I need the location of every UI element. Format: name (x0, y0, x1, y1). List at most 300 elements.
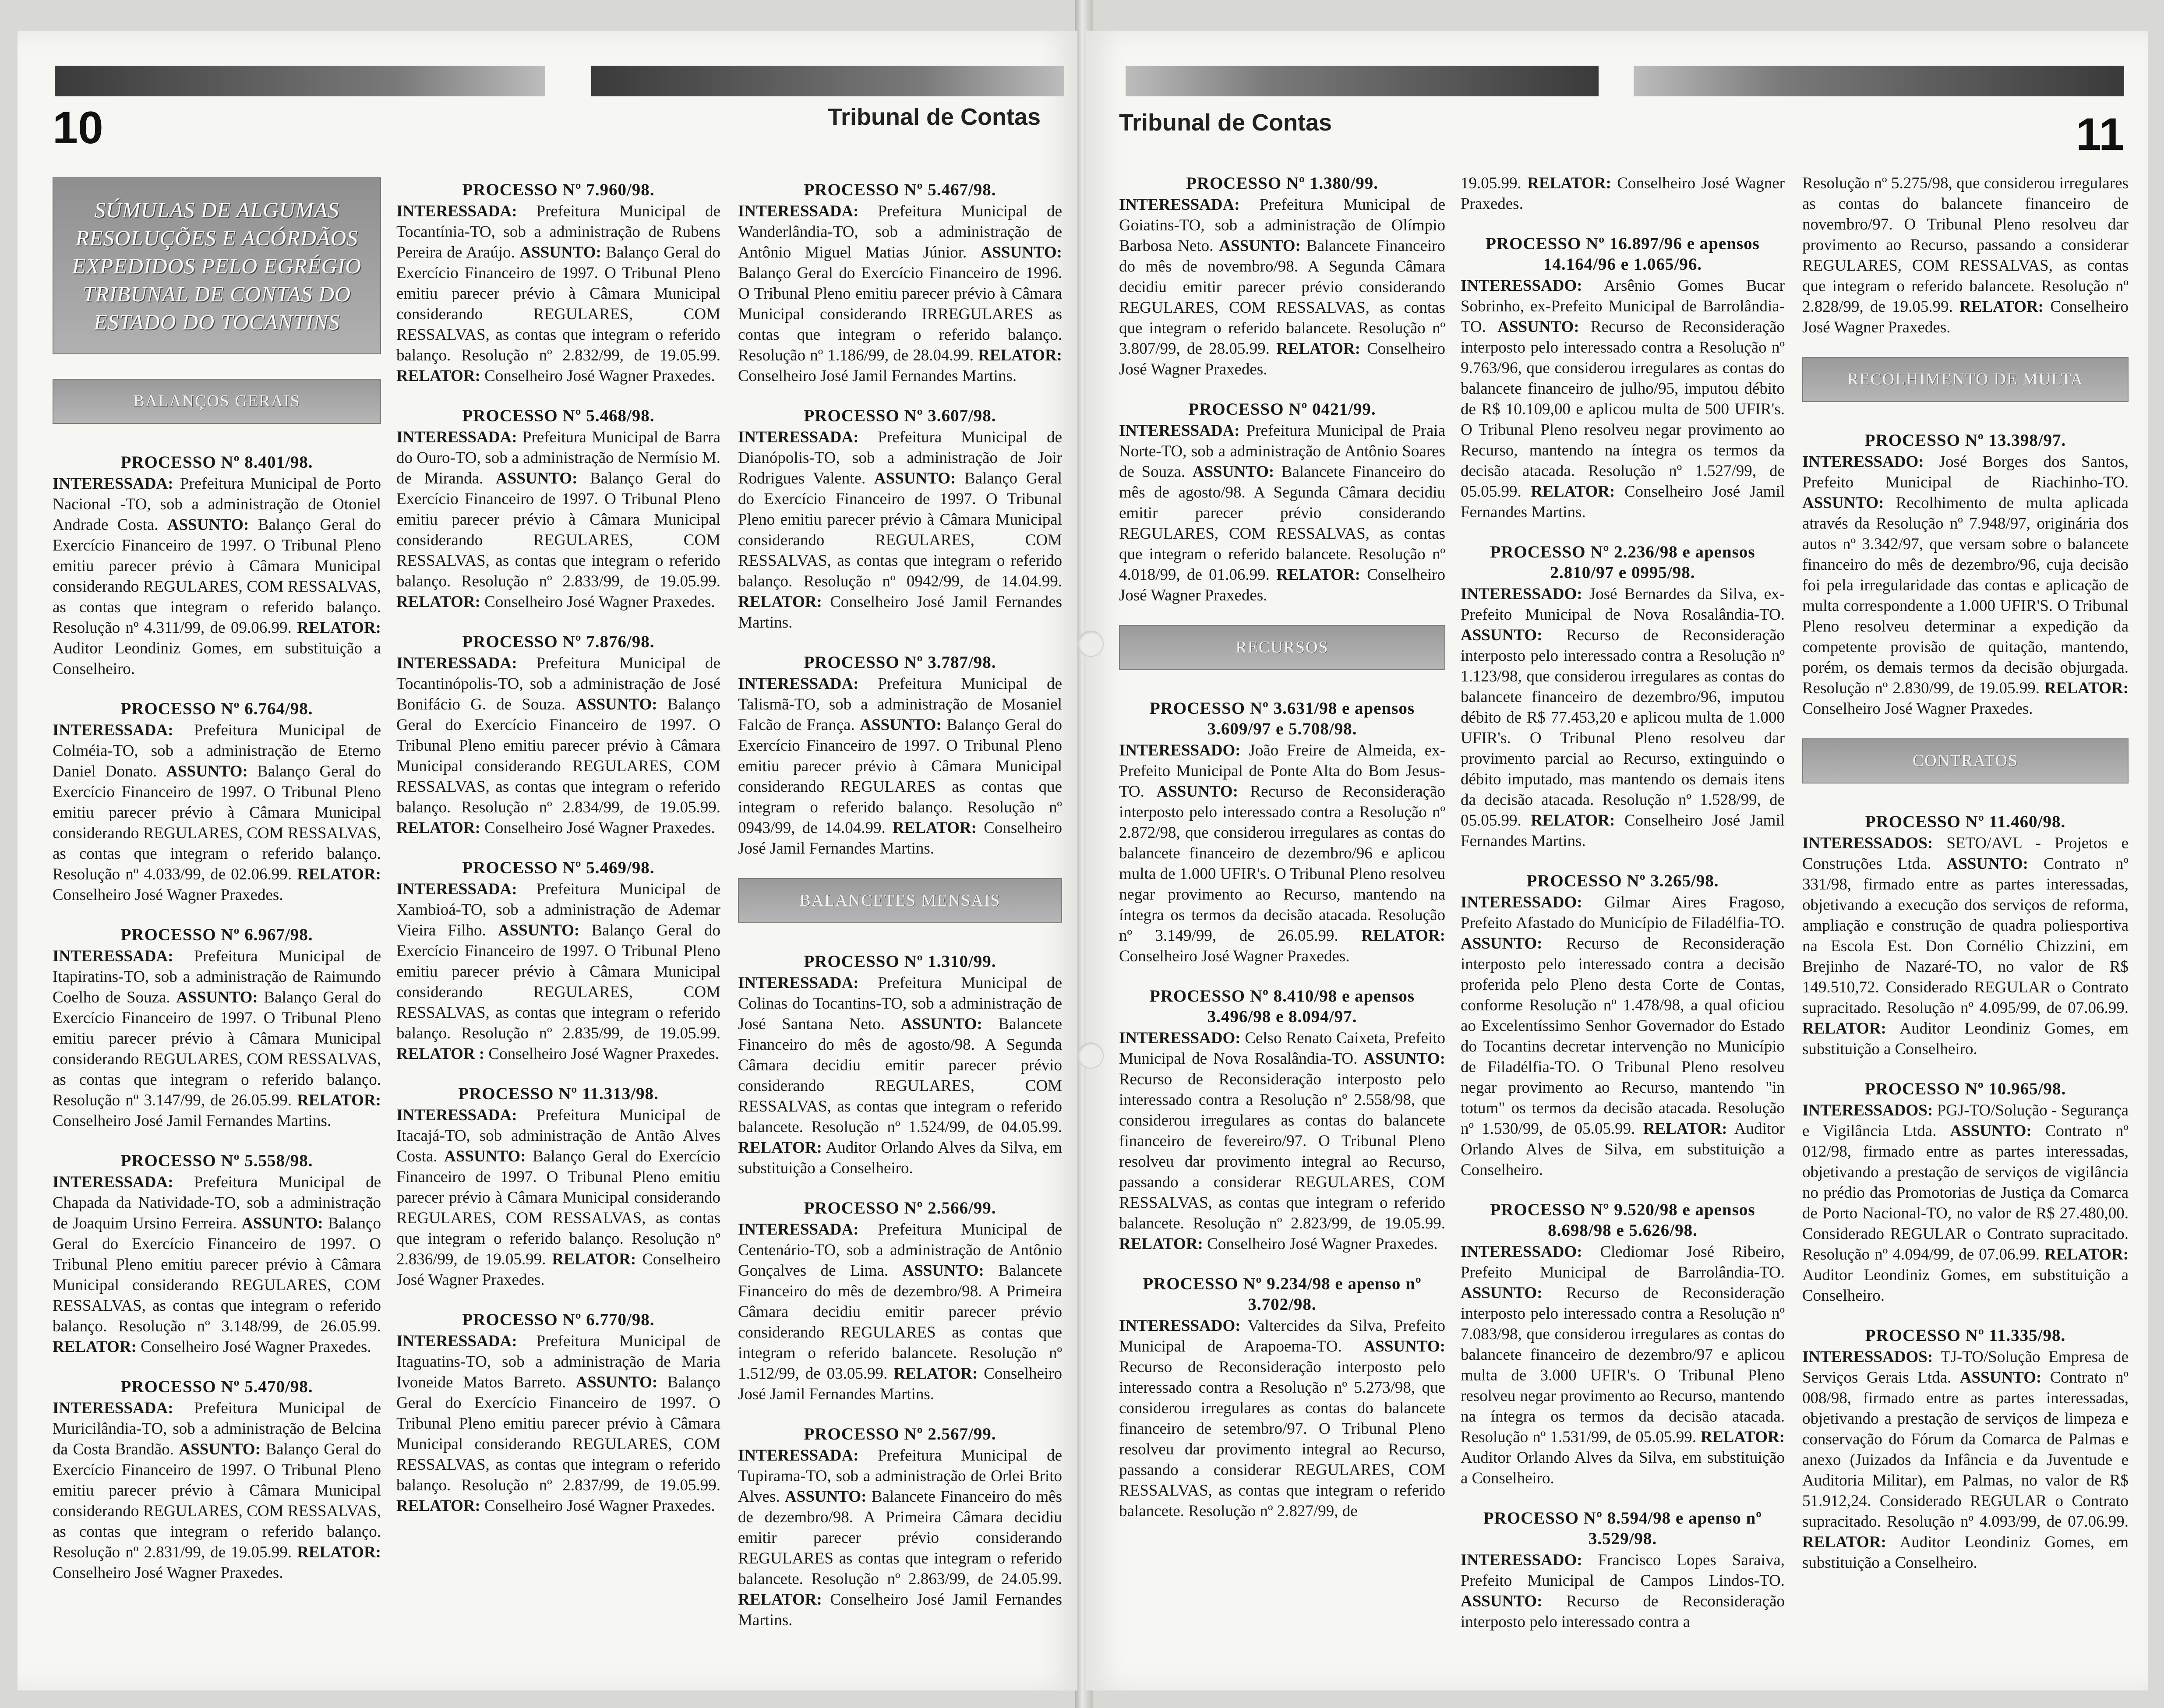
field-text: Recurso de Reconsideração interposto pelo interessado contra a Resolução nº 2.872/98, que considerou irregulares as contas do balancete financeiro de dezembro/96 e aplicou multa de 1.000 UFIR's. O Tribunal Pleno resolveu negar provimento ao Recurso, mantendo na íntegra os termos da decisão atacada. Resolução nº 3.149/99, de 26.05.99. (1119, 783, 1445, 945)
process-number: PROCESSO Nº 3.265/98. (1526, 872, 1719, 890)
field-label: ASSUNTO: (176, 988, 258, 1006)
field-label: ASSUNTO: (519, 243, 601, 261)
process-number: PROCESSO Nº 10.965/98. (1864, 1080, 2066, 1098)
process-summary (396, 1331, 720, 1516)
field-text: Balanço Geral do Exercício Financeiro de 1997. O Tribunal Pleno emitiu parecer prévio à Câmara Municipal considerando REGULARES as contas que integram o referido balanço. Resolução nº 0943/99, de 14.04.99. (738, 716, 1062, 837)
running-head: Tribunal de Contas (828, 104, 1041, 130)
process-number: PROCESSO Nº 11.460/98. (1865, 812, 2066, 831)
field-text: Conselheiro José Jamil Fernandes Martins. (738, 593, 1062, 632)
field-text: Prefeitura Municipal de Tocantínia-TO, sob a administração de Rubens Pereira de Araújo. (396, 202, 720, 261)
field-label: RELATOR: (1802, 1533, 1886, 1551)
header-bar-right (591, 66, 1064, 96)
field-label: INTERESSADA: (53, 721, 173, 739)
field-text: Balanço Geral do Exercício Financeiro de 1997. O Tribunal Pleno emitiu parecer prévio à Câmara Municipal considerando REGULARES, COM RESSALVAS, as contas que integram o referido balanço. Resolução nº 4.311/99, de 09.06.99. (53, 516, 381, 637)
process-summary (53, 1172, 381, 1357)
field-label: INTERESSADA: (396, 880, 517, 898)
field-text: Recurso de Reconsideração interposto pelo interessado contra a Resolução nº 1.123/98, que considerou irregulares as contas do balancete financeiro de dezembro/96, imputou débito de R$ 77.453,20 e aplicou multa de 1.000 UFIR's. O Tribunal Pleno resolveu dar provimento parcial ao Recurso, extinguindo o débito imputado, mas mantendo os demais itens da decisão atacada. Resolução nº 1.528/99, de 05.05.99. (1461, 626, 1785, 829)
field-text: Balancete Financeiro do mês de novembro/98. A Segunda Câmara decidiu emitir parecer prévio considerando REGULARES, COM RESSALVAS, as contas que integram o referido balancete. Resolução nº 3.807/99, de 28.05.99. (1119, 237, 1445, 358)
process-entry (396, 1083, 720, 1290)
entry-list (1802, 430, 2129, 719)
process-entry (1461, 233, 1785, 522)
field-text: Prefeitura Municipal de Dianópolis-TO, sob a administração de Joir Rodrigues Valente. (738, 428, 1062, 487)
field-text: Prefeitura Municipal de Talismã-TO, sob a administração de Mosaniel Falcão de França. (738, 675, 1062, 734)
field-text: Balanço Geral do Exercício Financeiro de 1997. O Tribunal Pleno emitiu parecer prévio à Câmara Municipal considerando REGULARES, COM RESSALVAS, as contas que integram o referido balanço. Resolução nº 4.033/99, de 02.06.99. (53, 762, 381, 883)
process-summary (1119, 420, 1445, 606)
field-text: Recurso de Reconsideração interposto pelo interessado contra a Resolução nº 9.763/96, que considerou irregulares as contas do balancete financeiro de julho/95, imputou débito de R$ 10.109,00 e aplicou multa de 500 UFIR's. O Tribunal Pleno resolveu negar provimento ao Recurso, mantendo na íntegra os termos da decisão atacada. Resolução nº 1.527/99, de 05.05.99. (1461, 318, 1785, 501)
field-text: Conselheiro José Wagner Praxedes. (480, 593, 715, 611)
process-number: PROCESSO Nº 0421/99. (1188, 400, 1376, 419)
field-text: Prefeitura Municipal de Itaguatins-TO, sob a administração de Maria Ivoneide Matos Barreto. (396, 1332, 720, 1391)
process-entry (1119, 399, 1445, 606)
field-label: ASSUNTO: (1461, 1284, 1543, 1302)
field-label: INTERESSADA: (738, 974, 859, 992)
field-text: Balanço Geral do Exercício Financeiro de 1997. O Tribunal Pleno emitiu parecer prévio à Câmara Municipal considerando REGULARES, COM RESSALVAS, as contas que integram o referido balanço. Resolução nº 0942/99, de 14.04.99. (738, 469, 1062, 590)
entry-list (1461, 173, 1785, 1632)
process-entry (1802, 812, 2129, 1059)
field-label: INTERESSADO: (1461, 585, 1582, 603)
entry-list (1119, 173, 1445, 606)
section-heading-contratos: CONTRATOS (1802, 738, 2129, 783)
field-text: Prefeitura Municipal de Muricilândia-TO, sob a administração de Belcina da Costa Brandão. (53, 1399, 381, 1458)
field-label: INTERESSADA: (738, 1221, 859, 1239)
process-entry (1802, 1079, 2129, 1306)
field-label: RELATOR: (1276, 566, 1360, 584)
right-page (1086, 31, 2148, 1690)
field-label: RELATOR: (396, 819, 480, 837)
field-label: INTERESSADA: (396, 654, 517, 672)
process-entry (738, 1424, 1062, 1630)
field-label: INTERESSADO: (1461, 893, 1582, 911)
field-label: RELATOR: (1701, 1428, 1785, 1446)
field-label: INTERESSADA: (53, 475, 173, 493)
field-label: ASSUNTO: (1497, 318, 1579, 336)
process-entry (1119, 986, 1445, 1254)
process-entry (53, 1150, 381, 1357)
process-number: PROCESSO Nº 6.967/98. (120, 925, 313, 944)
field-text: Conselheiro José Wagner Praxedes. (1802, 700, 2033, 718)
field-label: INTERESSADO: (1119, 741, 1241, 759)
field-text: José Bernardes da Silva, ex-Prefeito Municipal de Nova Rosalândia-TO. (1461, 585, 1785, 624)
field-text: Auditor Orlando Alves de Silva, em substituição a Conselheiro. (1461, 1120, 1785, 1179)
field-label: INTERESSADO: (1461, 1243, 1582, 1261)
field-label: ASSUNTO: (1950, 1122, 2032, 1140)
field-text: Balancete Financeiro do mês de dezembro/98. A Primeira Câmara decidiu emitir parecer prévio considerando REGULARES as contas que integram o referido balancete. Resolução nº 1.512/99, de 03.05.99. (738, 1262, 1062, 1383)
punch-hole (1077, 631, 1104, 657)
field-text: Recurso de Reconsideração interposto pelo interessado contra a Resolução nº 5.273/98, que considerou irregulares as contas do balancete financeiro de setembro/97. O Tribunal Pleno resolveu dar provimento integral ao Recurso, passando a considerar REGULARES, COM RESSALVAS, as contas que integram o referido balancete. Resolução nº 2.827/99, de (1119, 1358, 1445, 1520)
field-label: INTERESSADO: (1461, 277, 1582, 295)
field-label: INTERESSADA: (396, 1332, 517, 1350)
field-text: Conselheiro José Wagner Praxedes. (1802, 298, 2129, 336)
field-text: TJ-TO/Solução Empresa de Serviços Gerais Ltda. (1802, 1348, 2129, 1387)
process-entry (1461, 542, 1785, 851)
field-text: Balanço Geral do Exercício Financeiro de 1997. O Tribunal Pleno emitiu parecer prévio à Câmara Municipal considerando REGULARES, COM RESSALVAS, as contas que integram o referido balanço. Resolução nº 3.147/99, de 26.05.99. (53, 988, 381, 1109)
field-label: INTERESSADA: (738, 675, 859, 693)
field-text: Conselheiro José Jamil Fernandes Martins. (738, 367, 1017, 385)
field-label: RELATOR: (297, 1543, 381, 1561)
field-label: ASSUNTO: (900, 1015, 982, 1033)
field-text: Prefeitura Municipal de Itacajá-TO, sob administração de Antão Alves Costa. (396, 1106, 720, 1165)
process-number: PROCESSO Nº 9.520/98 e apensos 8.698/98 e 5.626/98. (1490, 1200, 1755, 1240)
field-label: RELATOR: (2044, 679, 2129, 697)
process-entry (53, 452, 381, 679)
process-number: PROCESSO Nº 3.787/98. (804, 653, 996, 672)
field-label: INTERESSADA: (738, 202, 859, 220)
field-label: RELATOR: (1119, 1235, 1203, 1253)
field-label: ASSUNTO: (444, 1147, 526, 1165)
field-text: Contrato nº 012/98, firmado entre as partes interessadas, objetivando a prestação de serviços de vigilância no prédio das Promotorias de Justiça da Comarca de Porto Nacional-TO, no valor de R$ 27.480,00. Considerado REGULAR o Contrato supracitado. Resolução nº 4.094/99, de 07.06.99. (1802, 1122, 2129, 1263)
process-entry (1461, 1508, 1785, 1632)
running-head: Tribunal de Contas (1119, 109, 1332, 136)
field-label: RELATOR: (297, 1091, 381, 1109)
field-text: Balanço Geral do Exercício Financeiro de 1997. O Tribunal Pleno emitiu parecer prévio à Câmara Municipal considerando REGULARES, COM RESSALVAS, as contas que integram o referido balanço. Resolução nº 2.837/99, de 19.05.99. (396, 1373, 720, 1494)
entry-list (738, 951, 1062, 1630)
process-number: PROCESSO Nº 11.335/98. (1865, 1326, 2066, 1345)
field-label: RELATOR: (1276, 340, 1360, 358)
field-text: Conselheiro José Wagner Praxedes. (1461, 174, 1785, 213)
process-number: PROCESSO Nº 5.467/98. (804, 180, 996, 199)
field-text: Balancete Financeiro do mês de agosto/98. A Segunda Câmara decidiu emitir parecer prévio considerando REGULARES, COM RESSALVAS, as contas que integram o referido balancete. Resolução nº 1.524/99, de 04.05.99. (738, 1015, 1062, 1136)
process-summary (1802, 1347, 2129, 1573)
entry-list (53, 452, 381, 1583)
field-label: ASSUNTO: (1219, 237, 1301, 255)
process-summary (1802, 173, 2129, 338)
process-summary (1802, 1100, 2129, 1306)
right-column-2 (1461, 173, 1785, 1652)
field-label: RELATOR: (1527, 174, 1611, 192)
field-label: RELATOR: (1361, 927, 1445, 945)
process-summary (396, 879, 720, 1064)
process-entry (1461, 1200, 1785, 1489)
field-text: Recolhimento de multa aplicada através da Resolução nº 7.948/97, originária dos autos nº 3.342/97, que versam sobre o balancete financeiro do mês de dezembro/96, cuja decisão foi pela irregularidade das contas e aplicação de multa correspondente a 1.000 UFIR'S. O Tribunal Pleno resolveu determinar a expedição da competente provisão de quitação, mantendo, porém, os demais termos da decisão objurgada. Resolução nº 2.830/99, de 19.05.99. (1802, 494, 2129, 697)
field-label: RELATOR: (53, 1338, 137, 1356)
process-entry (1461, 871, 1785, 1180)
process-number: PROCESSO Nº 1.310/99. (804, 952, 996, 971)
field-text: Conselheiro José Wagner Praxedes. (1119, 340, 1445, 378)
process-summary (1461, 1242, 1785, 1489)
field-text: Prefeitura Municipal de Goiatins-TO, sob a administração de Olímpio Barbosa Neto. (1119, 196, 1445, 255)
process-entry (1802, 173, 2129, 338)
process-entry (396, 632, 720, 838)
process-entry (396, 406, 720, 612)
field-label: RELATOR: (1531, 483, 1615, 501)
page-number: 10 (53, 102, 103, 153)
process-summary (1461, 1550, 1785, 1632)
process-number: PROCESSO Nº 3.631/98 e apensos 3.609/97 e 5.708/98. (1149, 699, 1415, 738)
field-text: Recurso de Reconsideração interposto pelo interessado contra a (1461, 1592, 1785, 1631)
process-summary (738, 1445, 1062, 1630)
field-text: Balanço Geral do Exercício Financeiro de 1997. O Tribunal Pleno emitiu parecer prévio à Câmara Municipal considerando REGULARES, COM RESSALVAS, as contas que integram o referido balanço. Resolução nº 2.833/99, de 19.05.99. (396, 469, 720, 590)
field-text: Prefeitura Municipal de Tocantinópolis-TO, sob a administração de José Bonifácio G. de Souza. (396, 654, 720, 713)
entry-list (1802, 812, 2129, 1573)
process-number: PROCESSO Nº 6.764/98. (120, 699, 313, 718)
field-text: Conselheiro José Jamil Fernandes Martins. (738, 819, 1062, 858)
process-summary (1461, 584, 1785, 851)
process-number: PROCESSO Nº 5.469/98. (462, 858, 655, 877)
process-summary (396, 653, 720, 838)
process-entry (738, 1198, 1062, 1405)
field-label: ASSUNTO: (1959, 1369, 2042, 1387)
field-text: Balancete Financeiro do mês de agosto/98. A Segunda Câmara decidiu emitir parecer prévio considerando REGULARES, COM RESSALVAS, as contas que integram o referido balancete. Resolução nº 4.018/99, de 01.06.99. (1119, 463, 1445, 584)
process-number: PROCESSO Nº 1.380/99. (1186, 174, 1379, 193)
process-summary (1119, 1028, 1445, 1254)
field-text: Auditor Leondiniz Gomes, em substituição a Conselheiro. (1802, 1266, 2129, 1305)
field-label: INTERESSADA: (738, 428, 859, 446)
field-label: ASSUNTO: (498, 921, 580, 939)
field-label: RELATOR: (893, 1365, 978, 1383)
right-column-3 (1802, 173, 2129, 1592)
field-label: ASSUNTO: (1802, 494, 1884, 512)
field-text: José Borges dos Santos, Prefeito Municipal de Riachinho-TO. (1802, 453, 2129, 491)
process-entry (1119, 1274, 1445, 1521)
left-column-1 (53, 177, 381, 1602)
field-label: RELATOR: (2044, 1246, 2129, 1263)
field-label: INTERESSADA: (1119, 422, 1240, 440)
process-number: PROCESSO Nº 7.876/98. (462, 632, 655, 651)
section-heading-recolhimento: RECOLHIMENTO DE MULTA (1802, 357, 2129, 402)
process-number: PROCESSO Nº 16.897/96 e apensos 14.164/96 e 1.065/96. (1486, 234, 1760, 274)
field-label: INTERESSADO: (1461, 1551, 1582, 1569)
field-label: ASSUNTO: (241, 1214, 323, 1232)
process-number: PROCESSO Nº 6.770/98. (462, 1310, 655, 1329)
process-number: PROCESSO Nº 2.567/99. (804, 1425, 996, 1443)
process-number: PROCESSO Nº 8.594/98 e apenso nº 3.529/98. (1483, 1509, 1762, 1548)
header-bar-right (1634, 66, 2124, 96)
field-text: Gilmar Aires Fragoso, Prefeito Afastado do Município de Filadélfia-TO. (1461, 893, 1785, 932)
field-text: Recurso de Reconsideração interposto pelo interessado contra a Resolução nº 2.558/98, que considerou irregulares as contas do balancete financeiro de fevereiro/97. O Tribunal Pleno resolveu dar provimento integral ao Recurso, passando a considerar REGULARES, COM RESSALVAS, as contas que integram o referido balancete. Resolução nº 2.823/99, de 19.05.99. (1119, 1070, 1445, 1232)
field-label: ASSUNTO: (1461, 1592, 1543, 1610)
process-entry (1119, 173, 1445, 380)
field-label: INTERESSADO: (1119, 1029, 1241, 1047)
field-text: Conselheiro José Wagner Praxedes. (53, 886, 283, 904)
field-text: Conselheiro José Wagner Praxedes. (136, 1338, 371, 1356)
process-summary (1119, 1316, 1445, 1521)
entry-list (1802, 173, 2129, 338)
field-text: Conselheiro José Wagner Praxedes. (480, 367, 715, 385)
field-text: Prefeitura Municipal de Colméia-TO, sob a administração de Eterno Daniel Donato. (53, 721, 381, 780)
field-text: Celso Renato Caixeta, Prefeito Municipal de Nova Rosalândia-TO. (1119, 1029, 1445, 1068)
field-label: ASSUNTO: (179, 1440, 261, 1458)
process-entry (738, 951, 1062, 1179)
process-number: PROCESSO Nº 8.410/98 e apensos 3.496/98 e 8.094/97. (1149, 987, 1415, 1026)
section-heading-balancetes: BALANCETES MENSAIS (738, 878, 1062, 923)
field-text: Auditor Leondiniz Gomes, em substituição a Conselheiro. (53, 639, 381, 678)
process-entry (1119, 698, 1445, 967)
field-text: Conselheiro José Wagner Praxedes. (484, 1045, 719, 1063)
page-number: 11 (2076, 109, 2124, 160)
field-label: INTERESSADA: (738, 1447, 859, 1465)
field-label: ASSUNTO: (1156, 783, 1238, 801)
process-entry (738, 652, 1062, 859)
process-entry (1802, 430, 2129, 719)
field-label: INTERESSADA: (396, 202, 517, 220)
field-label: INTERESSADA: (53, 1173, 173, 1191)
field-label: INTERESSADOS: (1802, 1101, 1933, 1119)
field-label: RELATOR: (552, 1250, 636, 1268)
field-text: Balanço Geral do Exercício Financeiro de 1997. O Tribunal Pleno emitiu parecer prévio à Câmara Municipal considerando REGULARES, COM RESSALVAS, as contas que integram o referido balanço. Resolução nº 2.831/99, de 19.05.99. (53, 1440, 381, 1561)
section-heading-balancos: BALANÇOS GERAIS (53, 379, 381, 424)
field-text: Balanço Geral do Exercício Financeiro de 1996. O Tribunal Pleno emitiu parecer prévio à Câmara Municipal considerando IRREGULARES as contas que integram o referido balanço. Resolução nº 1.186/99, de 28.04.99. (738, 264, 1062, 364)
title-box: SÚMULAS DE ALGUMAS RESOLUÇÕES E ACÓRDÃOS EXPEDIDOS PELO EGRÉGIO TRIBUNAL DE CONTAS DO ESTADO DO TOCANTINS (53, 177, 381, 354)
process-number: PROCESSO Nº 2.236/98 e apensos 2.810/97 e 0995/98. (1490, 543, 1755, 582)
right-column-1 (1119, 173, 1445, 1541)
process-number: PROCESSO Nº 13.398/97. (1864, 431, 2066, 450)
process-summary (1461, 173, 1785, 214)
punch-hole (1077, 1042, 1104, 1069)
process-number: PROCESSO Nº 7.960/98. (462, 180, 655, 199)
field-text: Balanço Geral do Exercício Financeiro de 1997. O Tribunal Pleno emitiu parecer prévio à Câmara Municipal considerando REGULARES, COM RESSALVAS, as contas que integram o referido balanço. Resolução nº 3.148/99, de 26.05.99. (53, 1214, 381, 1335)
field-text: Prefeitura Municipal de Centenário-TO, sob a administração de Antônio Gonçalves de Lima. (738, 1221, 1062, 1280)
process-summary (738, 973, 1062, 1179)
field-text: Conselheiro José Wagner Praxedes. (1203, 1235, 1438, 1253)
process-summary (738, 427, 1062, 633)
entry-list (396, 180, 720, 1516)
field-label: INTERESSADO: (1802, 453, 1924, 471)
process-number: PROCESSO Nº 9.234/98 e apenso nº 3.702/98. (1143, 1274, 1422, 1314)
field-text: Auditor Leondiniz Gomes, em substituição a Conselheiro. (1802, 1020, 2129, 1058)
process-number: PROCESSO Nº 3.607/98. (804, 406, 996, 425)
process-summary (53, 473, 381, 679)
field-label: INTERESSADA: (396, 428, 517, 446)
field-label: ASSUNTO: (1363, 1337, 1445, 1355)
field-text: Prefeitura Municipal de Chapada da Natividade-TO, sob a administração de Joaquim Ursino Ferreira. (53, 1173, 381, 1232)
field-text: Prefeitura Municipal de Porto Nacional -TO, sob a administração de Otoniel Andrade Costa. (53, 475, 381, 534)
entry-list (738, 180, 1062, 859)
field-text: Prefeitura Municipal de Barra do Ouro-TO, sob a administração de Nermísio M. de Miranda. (396, 428, 720, 487)
process-summary (396, 427, 720, 612)
field-text: Arsênio Gomes Bucar Sobrinho, ex-Prefeito Municipal de Barrolândia-TO. (1461, 277, 1785, 336)
process-summary (53, 946, 381, 1131)
field-text: Conselheiro José Jamil Fernandes Martins. (1461, 812, 1785, 850)
field-text: SETO/AVL - Projetos e Construções Ltda. (1802, 834, 2129, 873)
process-summary (1802, 452, 2129, 719)
process-summary (1119, 194, 1445, 380)
process-entry (53, 1376, 381, 1583)
field-text: Prefeitura Municipal de Itapiratins-TO, sob a administração de Raimundo Coelho de Souza. (53, 947, 381, 1006)
field-text: Prefeitura Municipal de Xambioá-TO, sob a administração de Ademar Vieira Filho. (396, 880, 720, 939)
field-text: Balanço Geral do Exercício Financeiro de 1997. O Tribunal Pleno emitiu parecer prévio à Câmara Municipal considerando REGULARES, COM RESSALVAS, as contas que integram o referido balanço. Resolução nº 2.832/99, de 19.05.99. (396, 243, 720, 364)
field-label: INTERESSADA: (1119, 196, 1240, 214)
header-bar-left (55, 66, 545, 96)
field-label: INTERESSADA: (396, 1106, 517, 1124)
process-summary (1461, 275, 1785, 522)
field-label: ASSUNTO: (575, 1373, 658, 1391)
field-label: ASSUNTO: (902, 1262, 984, 1280)
field-text: Conselheiro José Wagner Praxedes. (1119, 566, 1445, 604)
field-text: Conselheiro José Wagner Praxedes. (396, 1250, 720, 1289)
field-label: ASSUNTO: (167, 516, 249, 534)
field-text: PGJ-TO/Solução - Segurança e Vigilância Ltda. (1802, 1101, 2129, 1140)
field-text: 19.05.99. (1461, 174, 1528, 192)
process-number: PROCESSO Nº 11.313/98. (458, 1084, 659, 1103)
field-label: RELATOR: (297, 865, 381, 883)
field-label: ASSUNTO: (980, 243, 1062, 261)
process-entry (396, 180, 720, 386)
process-entry (738, 180, 1062, 386)
field-label: RELATOR: (1959, 298, 2044, 316)
field-label: ASSUNTO: (1946, 855, 2028, 873)
field-label: RELATOR: (297, 619, 381, 637)
field-text: Auditor Leondiniz Gomes, em substituição a Conselheiro. (1802, 1533, 2129, 1572)
field-text: Conselheiro José Jamil Fernandes Martins. (1461, 483, 1785, 521)
process-summary (396, 201, 720, 386)
field-label: ASSUNTO: (1461, 626, 1543, 644)
field-label: RELATOR: (738, 1139, 822, 1157)
field-text: Prefeitura Municipal de Praia Norte-TO, sob a administração de Antônio Soares de Souza. (1119, 422, 1445, 481)
field-text: Conselheiro José Jamil Fernandes Martins. (738, 1365, 1062, 1403)
field-text: Contrato nº 008/98, firmado entre as partes interessadas, objetivando a prestação de serviços de limpeza e conservação do Fórum da Comarca de Palmas e anexo (Juizados da Infância e da Juventude e Auditoria Militar), em Palmas, no valor de R$ 51.912,24. Considerado REGULAR o Contrato supracitado. Resolução nº 4.093/99, de 07.06.99. (1802, 1369, 2129, 1531)
process-summary (53, 720, 381, 905)
field-label: INTERESSADA: (53, 947, 173, 965)
process-number: PROCESSO Nº 8.401/98. (120, 453, 313, 472)
process-summary (1119, 740, 1445, 967)
process-number: PROCESSO Nº 5.470/98. (120, 1377, 313, 1396)
field-text: Conselheiro José Jamil Fernandes Martins. (53, 1112, 332, 1130)
header-bar-left (1126, 66, 1599, 96)
field-label: ASSUNTO: (1363, 1050, 1445, 1068)
field-label: INTERESSADA: (53, 1399, 173, 1417)
process-entry (738, 406, 1062, 633)
field-text: Balanço Geral do Exercício Financeiro de 1997. O Tribunal Pleno emitiu parecer prévio à Câmara Municipal considerando REGULARES, COM RESSALVAS, as contas que integram o referido balanço. Resolução nº 2.835/99, de 19.05.99. (396, 921, 720, 1042)
process-summary (396, 1105, 720, 1290)
process-entry (1802, 1325, 2129, 1573)
field-label: ASSUNTO: (495, 469, 578, 487)
field-label: INTERESSADOS: (1802, 834, 1933, 852)
field-label: ASSUNTO: (1461, 935, 1543, 953)
field-label: INTERESSADO: (1119, 1317, 1241, 1335)
field-text: Contrato nº 331/98, firmado entre as partes interessadas, objetivando a execução dos serviços de reforma, ampliação e construção de quadra poliesportiva na Escola Est. Don Cornélio Chizzini, em Brejinho de Nazaré-TO, no valor de R$ 149.510,72. Considerado REGULAR o Contrato supracitado. Resolução nº 4.095/99, de 07.06.99. (1802, 855, 2129, 1017)
field-label: RELATOR: (1531, 812, 1615, 829)
field-text: Conselheiro José Jamil Fernandes Martins. (738, 1591, 1062, 1629)
field-text: Prefeitura Municipal de Wanderlândia-TO, sob a administração de Antônio Miguel Matias Júnior. (738, 202, 1062, 261)
process-entry (396, 1309, 720, 1516)
process-entry (53, 699, 381, 905)
process-summary (738, 201, 1062, 386)
field-label: ASSUNTO: (575, 695, 657, 713)
field-text: Conselheiro José Wagner Praxedes. (480, 1497, 715, 1515)
field-text: Clediomar José Ribeiro, Prefeito Municipal de Barrolândia-TO. (1461, 1243, 1785, 1281)
process-number: PROCESSO Nº 5.558/98. (120, 1151, 313, 1170)
process-summary (738, 1219, 1062, 1405)
process-summary (1461, 892, 1785, 1180)
process-entry (53, 925, 381, 1131)
process-number: PROCESSO Nº 5.468/98. (462, 406, 655, 425)
field-label: RELATOR: (978, 346, 1062, 364)
field-text: Conselheiro José Wagner Praxedes. (53, 1564, 283, 1582)
process-entry (396, 858, 720, 1064)
field-text: Francisco Lopes Saraiva, Prefeito Municipal de Campos Lindos-TO. (1461, 1551, 1785, 1590)
field-text: Balanço Geral do Exercício Financeiro de 1997. O Tribunal Pleno emitiu parecer prévio à Câmara Municipal considerando REGULARES, COM RESSALVAS, as contas que integram o referido balanço. Resolução nº 2.836/99, de 19.05.99. (396, 1147, 720, 1268)
process-number: PROCESSO Nº 2.566/99. (804, 1199, 996, 1217)
field-text: Auditor Orlando Alves da Silva, em substituição a Conselheiro. (1461, 1449, 1785, 1487)
field-text: Balanço Geral do Exercício Financeiro de 1997. O Tribunal Pleno emitiu parecer prévio à Câmara Municipal considerando REGULARES, COM RESSALVAS, as contas que integram o referido balanço. Resolução nº 2.834/99, de 19.05.99. (396, 695, 720, 816)
field-label: RELATOR: (1643, 1120, 1727, 1138)
field-text: Conselheiro José Wagner Praxedes. (480, 819, 715, 837)
left-column-3 (738, 180, 1062, 1650)
field-text: Prefeitura Municipal de Tupirama-TO, sob a administração de Orlei Brito Alves. (738, 1447, 1062, 1506)
field-text: Valtercides da Silva, Prefeito Municipal de Arapoema-TO. (1119, 1317, 1445, 1355)
field-label: INTERESSADOS: (1802, 1348, 1933, 1366)
entry-list (1119, 698, 1445, 1521)
field-label: ASSUNTO: (785, 1488, 867, 1506)
field-label: RELATOR: (738, 1591, 822, 1609)
left-page (18, 31, 1077, 1690)
field-label: ASSUNTO: (166, 762, 248, 780)
field-label: RELATOR: (893, 819, 977, 837)
field-label: ASSUNTO: (860, 716, 942, 734)
field-text: João Freire de Almeida, ex-Prefeito Municipal de Ponte Alta do Bom Jesus-TO. (1119, 741, 1445, 801)
process-summary (1802, 833, 2129, 1059)
field-label: RELATOR: (396, 367, 480, 385)
